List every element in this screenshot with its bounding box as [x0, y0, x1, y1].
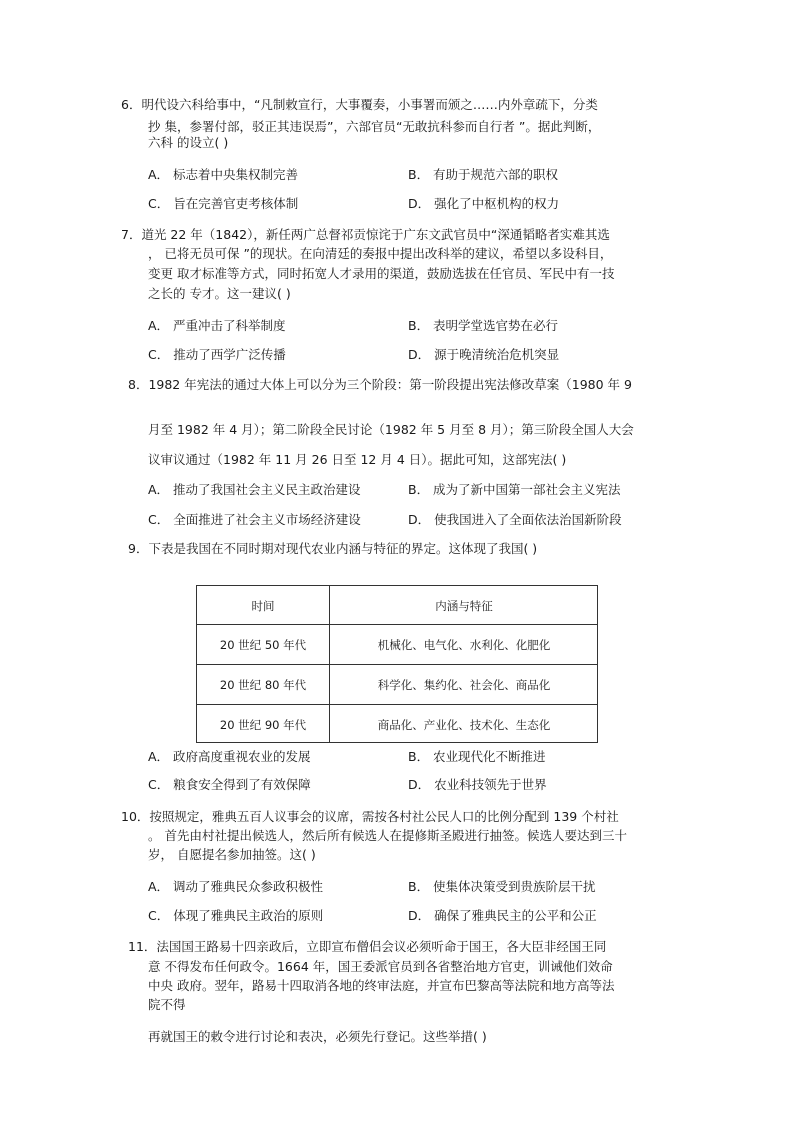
q7-line4: 之长的 专才。这一建议( ) [148, 286, 291, 301]
q6-line3: 六科 的设立( ) [148, 135, 229, 150]
q8-option-d: D． 使我国进入了全面依法治国新阶段 [408, 512, 622, 527]
table-cell-content: 科学化、集约化、社会化、商品化 [377, 678, 551, 692]
q7-option-c: C． 推动了西学广泛传播 [148, 347, 286, 362]
q9-option-a: A． 政府高度重视农业的发展 [148, 749, 311, 764]
q7-option-b: B． 表明学堂选官势在必行 [408, 318, 559, 333]
table-cell-content: 机械化、电气化、水利化、化肥化 [377, 638, 551, 652]
table-row [197, 704, 597, 744]
q7-option-a: A． 严重冲击了科举制度 [148, 318, 286, 333]
q6-line2: 抄 集，参署付部，驳正其违误焉”，六部官员“无敢抗科参而自行者 ”。据此判断， [148, 119, 601, 134]
q6-option-b: B． 有助于规范六部的职权 [408, 167, 559, 182]
table-cell-time: 20 世纪 90 年代 [219, 718, 307, 732]
table-header-time: 时间 [251, 599, 275, 613]
table-row [197, 664, 597, 705]
q6-option-c: C． 旨在完善官吏考核体制 [148, 196, 299, 211]
q10-option-d: D． 确保了雅典民主的公平和公正 [408, 908, 597, 923]
q8-option-a: A． 推动了我国社会主义民主政治建设 [148, 482, 361, 497]
q8-line1: 8．1982 年宪法的通过大体上可以分为三个阶段：第一阶段提出宪法修改草案（1980 年 9 [128, 377, 632, 392]
q7-line2: ， 已将无员可保 ”的现状。在向清廷的奏报中提出改科举的建议，希望以多设科目， [148, 246, 613, 261]
table-header-content: 内涵与特征 [435, 599, 493, 613]
table-cell-content: 商品化、产业化、技术化、生态化 [377, 718, 551, 732]
table-cell-time: 20 世纪 50 年代 [219, 638, 307, 652]
q10-option-b: B． 使集体决策受到贵族阶层干扰 [408, 879, 596, 894]
q11-line3: 中央 政府。翌年，路易十四取消各地的终审法庭，并宣布巴黎高等法院和地方高等法 [148, 978, 615, 993]
table-row [197, 624, 597, 665]
q6-line1: 6．明代设六科给事中，“凡制敕宣行，大事覆奏，小事署而颁之……内外章疏下，分类 [121, 97, 598, 112]
table-cell-time: 20 世纪 80 年代 [219, 678, 307, 692]
q6-option-d: D． 强化了中枢机构的权力 [408, 196, 560, 211]
q10-line1: 10．按照规定，雅典五百人议事会的议席，需按各村社公民人口的比例分配到 139 个村社 [121, 809, 619, 824]
q10-option-c: C． 体现了雅典民主政治的原则 [148, 908, 324, 923]
q8-option-c: C． 全面推进了社会主义市场经济建设 [148, 512, 361, 527]
q9-line1: 9．下表是我国在不同时期对现代农业内涵与特征的界定。这体现了我国( ) [128, 541, 538, 556]
q8-line2: 月至 1982 年 4 月）；第二阶段全民讨论（1982 年 5 月至 8 月）；第三阶段全国人大会 [148, 422, 634, 437]
q7-line3: 变更 取才标准等方式，同时拓宽人才录用的渠道，鼓励选拔在任官员、军民中有一技 [148, 266, 615, 281]
q11-line2: 意 不得发布任何政令。1664 年，国王委派官员到各省整治地方官吏，训诫他们效命 [148, 959, 613, 974]
q11-line5: 再就国王的敕令进行讨论和表决，必须先行登记。这些举措( ) [148, 1029, 487, 1044]
q11-line4: 院不得 [148, 997, 186, 1012]
q11-line1: 11．法国国王路易十四亲政后，立即宣布僧侣会议必须听命于国王，各大臣非经国王同 [128, 939, 607, 954]
q7-line1: 7．道光 22 年（1842），新任两广总督祁贡惊诧于广东文武官员中“深通韬略者实难其选 [121, 227, 610, 242]
q10-option-a: A． 调动了雅典民众参政积极性 [148, 879, 324, 894]
q9-table [196, 585, 598, 743]
q8-line3: 议审议通过（1982 年 11 月 26 日至 12 月 4 日）。据此可知，这部宪法( ) [148, 452, 567, 467]
q6-option-a: A． 标志着中央集权制完善 [148, 167, 299, 182]
q9-option-d: D． 农业科技领先于世界 [408, 777, 547, 792]
q10-line3: 岁， 自愿提名参加抽签。这( ) [148, 847, 316, 862]
q9-option-c: C． 粮食安全得到了有效保障 [148, 777, 311, 792]
q7-option-d: D． 源于晚清统治危机突显 [408, 347, 560, 362]
q9-option-b: B． 农业现代化不断推进 [408, 749, 546, 764]
q10-line2: 。 首先由村社提出候选人，然后所有候选人在提修斯圣殿进行抽签。候选人要达到三十 [148, 828, 627, 843]
q8-option-b: B． 成为了新中国第一部社会主义宪法 [408, 482, 621, 497]
